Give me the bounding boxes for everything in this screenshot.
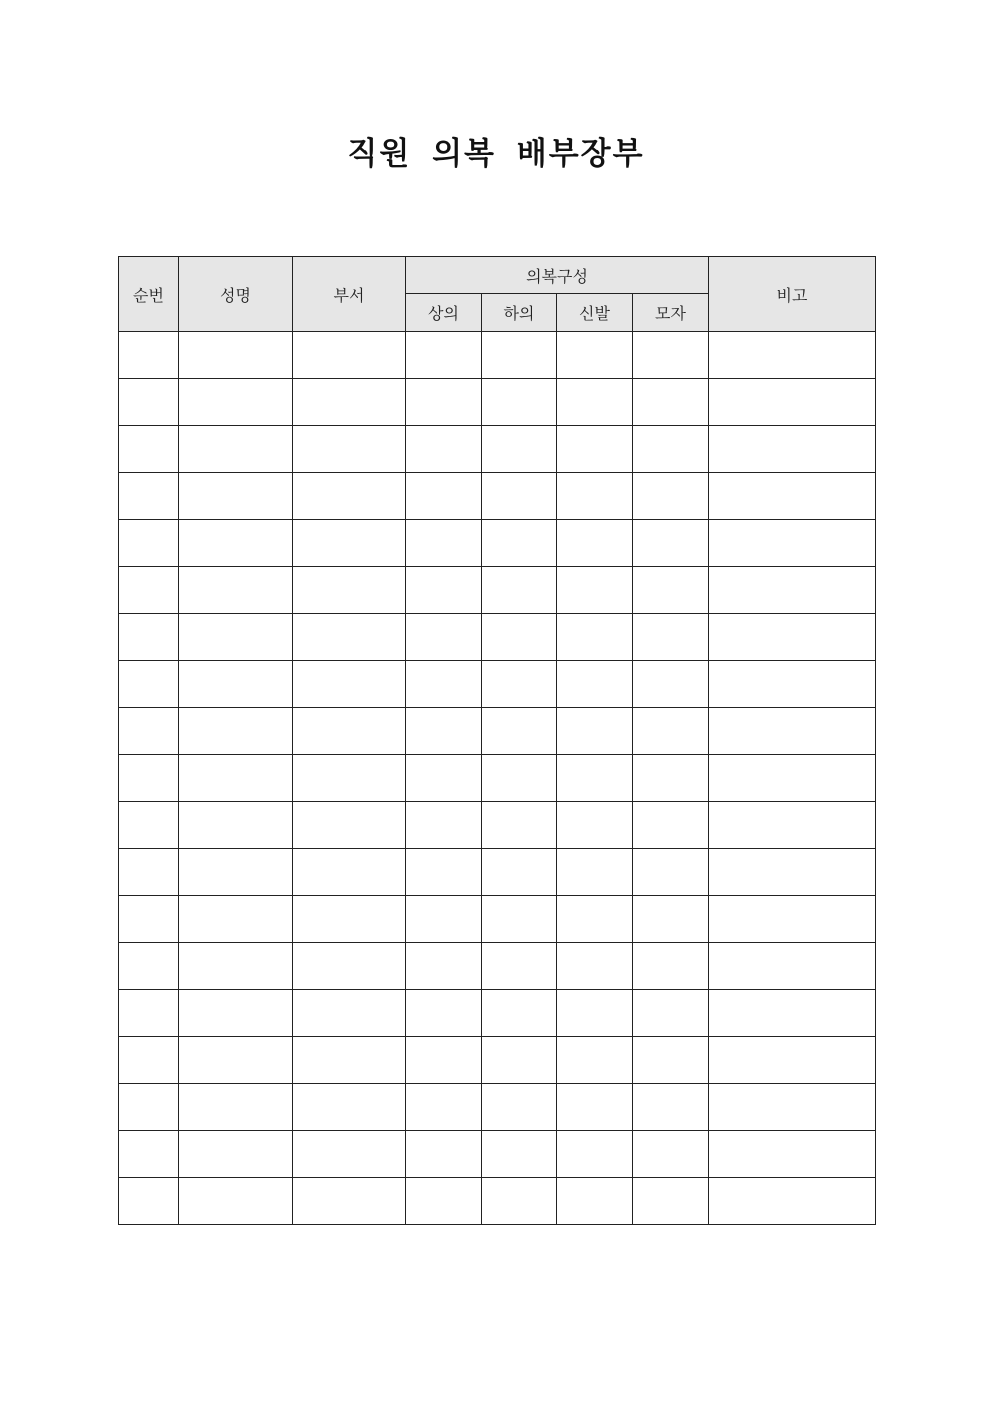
header-hat: 모자 (633, 294, 709, 332)
cell-name[interactable] (179, 708, 293, 755)
cell-bottom[interactable] (482, 332, 557, 379)
header-row (119, 257, 876, 294)
cell-bottom[interactable] (482, 896, 557, 943)
cell-hat[interactable] (633, 802, 709, 849)
document-title: 직원 의복 배부장부 (347, 136, 645, 172)
cell-bottom[interactable] (482, 849, 557, 896)
cell-dept[interactable] (293, 379, 406, 426)
table-row (119, 896, 876, 943)
cell-top[interactable] (406, 943, 482, 990)
cell-top[interactable] (406, 755, 482, 802)
cell-top[interactable] (406, 379, 482, 426)
cell-seq[interactable] (119, 379, 179, 426)
cell-shoes[interactable] (557, 896, 633, 943)
cell-seq[interactable] (119, 567, 179, 614)
cell-remarks[interactable] (709, 896, 876, 943)
cell-top[interactable] (406, 1131, 482, 1178)
table-row (119, 990, 876, 1037)
cell-bottom[interactable] (482, 1178, 557, 1225)
cell-top[interactable] (406, 896, 482, 943)
cell-remarks[interactable] (709, 1131, 876, 1178)
cell-seq[interactable] (119, 661, 179, 708)
cell-name[interactable] (179, 661, 293, 708)
cell-name[interactable] (179, 332, 293, 379)
cell-remarks[interactable] (709, 614, 876, 661)
table-row (119, 943, 876, 990)
cell-shoes[interactable] (557, 473, 633, 520)
cell-top[interactable] (406, 1178, 482, 1225)
cell-name[interactable] (179, 802, 293, 849)
cell-hat[interactable] (633, 849, 709, 896)
cell-bottom[interactable] (482, 473, 557, 520)
cell-dept[interactable] (293, 1131, 406, 1178)
table-body (119, 332, 876, 1225)
cell-shoes[interactable] (557, 520, 633, 567)
cell-seq[interactable] (119, 614, 179, 661)
cell-bottom[interactable] (482, 614, 557, 661)
cell-bottom[interactable] (482, 1131, 557, 1178)
cell-hat[interactable] (633, 708, 709, 755)
cell-shoes[interactable] (557, 990, 633, 1037)
cell-remarks[interactable] (709, 849, 876, 896)
header-clothing-group: 의복구성 (406, 257, 709, 294)
cell-name[interactable] (179, 1178, 293, 1225)
cell-remarks[interactable] (709, 990, 876, 1037)
cell-dept[interactable] (293, 473, 406, 520)
table-row (119, 614, 876, 661)
cell-bottom[interactable] (482, 708, 557, 755)
cell-dept[interactable] (293, 896, 406, 943)
cell-remarks[interactable] (709, 1084, 876, 1131)
cell-name[interactable] (179, 849, 293, 896)
cell-top[interactable] (406, 990, 482, 1037)
cell-dept[interactable] (293, 661, 406, 708)
cell-dept[interactable] (293, 614, 406, 661)
cell-dept[interactable] (293, 708, 406, 755)
cell-dept[interactable] (293, 1037, 406, 1084)
cell-bottom[interactable] (482, 943, 557, 990)
cell-hat[interactable] (633, 896, 709, 943)
header-shoes: 신발 (557, 294, 633, 332)
cell-bottom[interactable] (482, 567, 557, 614)
cell-shoes[interactable] (557, 1131, 633, 1178)
cell-shoes[interactable] (557, 614, 633, 661)
cell-seq[interactable] (119, 520, 179, 567)
cell-shoes[interactable] (557, 943, 633, 990)
cell-shoes[interactable] (557, 802, 633, 849)
cell-bottom[interactable] (482, 520, 557, 567)
cell-bottom[interactable] (482, 661, 557, 708)
cell-dept[interactable] (293, 1178, 406, 1225)
cell-bottom[interactable] (482, 379, 557, 426)
cell-name[interactable] (179, 567, 293, 614)
cell-bottom[interactable] (482, 990, 557, 1037)
cell-hat[interactable] (633, 473, 709, 520)
cell-seq[interactable] (119, 990, 179, 1037)
cell-remarks[interactable] (709, 802, 876, 849)
clothing-distribution-table (118, 256, 876, 1225)
header-bottom: 하의 (482, 294, 557, 332)
cell-hat[interactable] (633, 661, 709, 708)
cell-seq[interactable] (119, 426, 179, 473)
cell-name[interactable] (179, 520, 293, 567)
header-remarks: 비고 (709, 257, 876, 332)
cell-dept[interactable] (293, 567, 406, 614)
cell-top[interactable] (406, 567, 482, 614)
cell-seq[interactable] (119, 755, 179, 802)
cell-name[interactable] (179, 473, 293, 520)
cell-shoes[interactable] (557, 426, 633, 473)
table-row (119, 332, 876, 379)
table-header (119, 257, 876, 332)
cell-hat[interactable] (633, 1084, 709, 1131)
cell-name[interactable] (179, 943, 293, 990)
table-row (119, 1131, 876, 1178)
cell-remarks[interactable] (709, 520, 876, 567)
header-name: 성명 (179, 257, 293, 332)
cell-shoes[interactable] (557, 661, 633, 708)
cell-name[interactable] (179, 990, 293, 1037)
cell-top[interactable] (406, 332, 482, 379)
cell-bottom[interactable] (482, 755, 557, 802)
cell-hat[interactable] (633, 379, 709, 426)
table-row (119, 1037, 876, 1084)
cell-seq[interactable] (119, 473, 179, 520)
cell-hat[interactable] (633, 1037, 709, 1084)
cell-hat[interactable] (633, 332, 709, 379)
cell-seq[interactable] (119, 1178, 179, 1225)
cell-shoes[interactable] (557, 755, 633, 802)
table-row (119, 1084, 876, 1131)
cell-bottom[interactable] (482, 802, 557, 849)
cell-remarks[interactable] (709, 1037, 876, 1084)
cell-hat[interactable] (633, 990, 709, 1037)
cell-remarks[interactable] (709, 661, 876, 708)
cell-hat[interactable] (633, 614, 709, 661)
table-row (119, 661, 876, 708)
cell-name[interactable] (179, 1084, 293, 1131)
cell-dept[interactable] (293, 520, 406, 567)
cell-seq[interactable] (119, 896, 179, 943)
cell-dept[interactable] (293, 332, 406, 379)
cell-name[interactable] (179, 896, 293, 943)
cell-top[interactable] (406, 802, 482, 849)
cell-seq[interactable] (119, 1037, 179, 1084)
cell-hat[interactable] (633, 426, 709, 473)
table-row (119, 473, 876, 520)
table-row (119, 755, 876, 802)
cell-seq[interactable] (119, 943, 179, 990)
cell-shoes[interactable] (557, 849, 633, 896)
cell-name[interactable] (179, 426, 293, 473)
cell-dept[interactable] (293, 802, 406, 849)
table-row (119, 426, 876, 473)
table-row (119, 520, 876, 567)
cell-remarks[interactable] (709, 332, 876, 379)
cell-name[interactable] (179, 1131, 293, 1178)
cell-top[interactable] (406, 708, 482, 755)
cell-remarks[interactable] (709, 567, 876, 614)
cell-seq[interactable] (119, 802, 179, 849)
cell-dept[interactable] (293, 1084, 406, 1131)
cell-remarks[interactable] (709, 473, 876, 520)
cell-remarks[interactable] (709, 426, 876, 473)
cell-seq[interactable] (119, 708, 179, 755)
cell-dept[interactable] (293, 755, 406, 802)
cell-seq[interactable] (119, 1131, 179, 1178)
cell-hat[interactable] (633, 1131, 709, 1178)
cell-name[interactable] (179, 379, 293, 426)
cell-shoes[interactable] (557, 332, 633, 379)
cell-top[interactable] (406, 1084, 482, 1131)
header-seq: 순번 (119, 257, 179, 332)
cell-bottom[interactable] (482, 426, 557, 473)
header-dept: 부서 (293, 257, 406, 332)
cell-remarks[interactable] (709, 943, 876, 990)
table-row (119, 1178, 876, 1225)
cell-shoes[interactable] (557, 1084, 633, 1131)
cell-name[interactable] (179, 614, 293, 661)
cell-remarks[interactable] (709, 1178, 876, 1225)
cell-dept[interactable] (293, 849, 406, 896)
cell-top[interactable] (406, 661, 482, 708)
cell-shoes[interactable] (557, 1178, 633, 1225)
cell-remarks[interactable] (709, 379, 876, 426)
cell-name[interactable] (179, 1037, 293, 1084)
cell-seq[interactable] (119, 849, 179, 896)
cell-hat[interactable] (633, 567, 709, 614)
cell-remarks[interactable] (709, 708, 876, 755)
header-top: 상의 (406, 294, 482, 332)
cell-name[interactable] (179, 755, 293, 802)
table-row (119, 379, 876, 426)
cell-remarks[interactable] (709, 755, 876, 802)
cell-seq[interactable] (119, 1084, 179, 1131)
table-row (119, 708, 876, 755)
cell-top[interactable] (406, 520, 482, 567)
cell-hat[interactable] (633, 755, 709, 802)
cell-bottom[interactable] (482, 1037, 557, 1084)
cell-top[interactable] (406, 849, 482, 896)
cell-top[interactable] (406, 426, 482, 473)
cell-hat[interactable] (633, 943, 709, 990)
cell-shoes[interactable] (557, 708, 633, 755)
table-row (119, 802, 876, 849)
cell-bottom[interactable] (482, 1084, 557, 1131)
cell-dept[interactable] (293, 990, 406, 1037)
cell-shoes[interactable] (557, 567, 633, 614)
cell-top[interactable] (406, 473, 482, 520)
cell-top[interactable] (406, 1037, 482, 1084)
cell-dept[interactable] (293, 426, 406, 473)
cell-seq[interactable] (119, 332, 179, 379)
table-row (119, 849, 876, 896)
cell-shoes[interactable] (557, 379, 633, 426)
cell-top[interactable] (406, 614, 482, 661)
cell-hat[interactable] (633, 1178, 709, 1225)
table-row (119, 567, 876, 614)
cell-hat[interactable] (633, 520, 709, 567)
cell-shoes[interactable] (557, 1037, 633, 1084)
cell-dept[interactable] (293, 943, 406, 990)
